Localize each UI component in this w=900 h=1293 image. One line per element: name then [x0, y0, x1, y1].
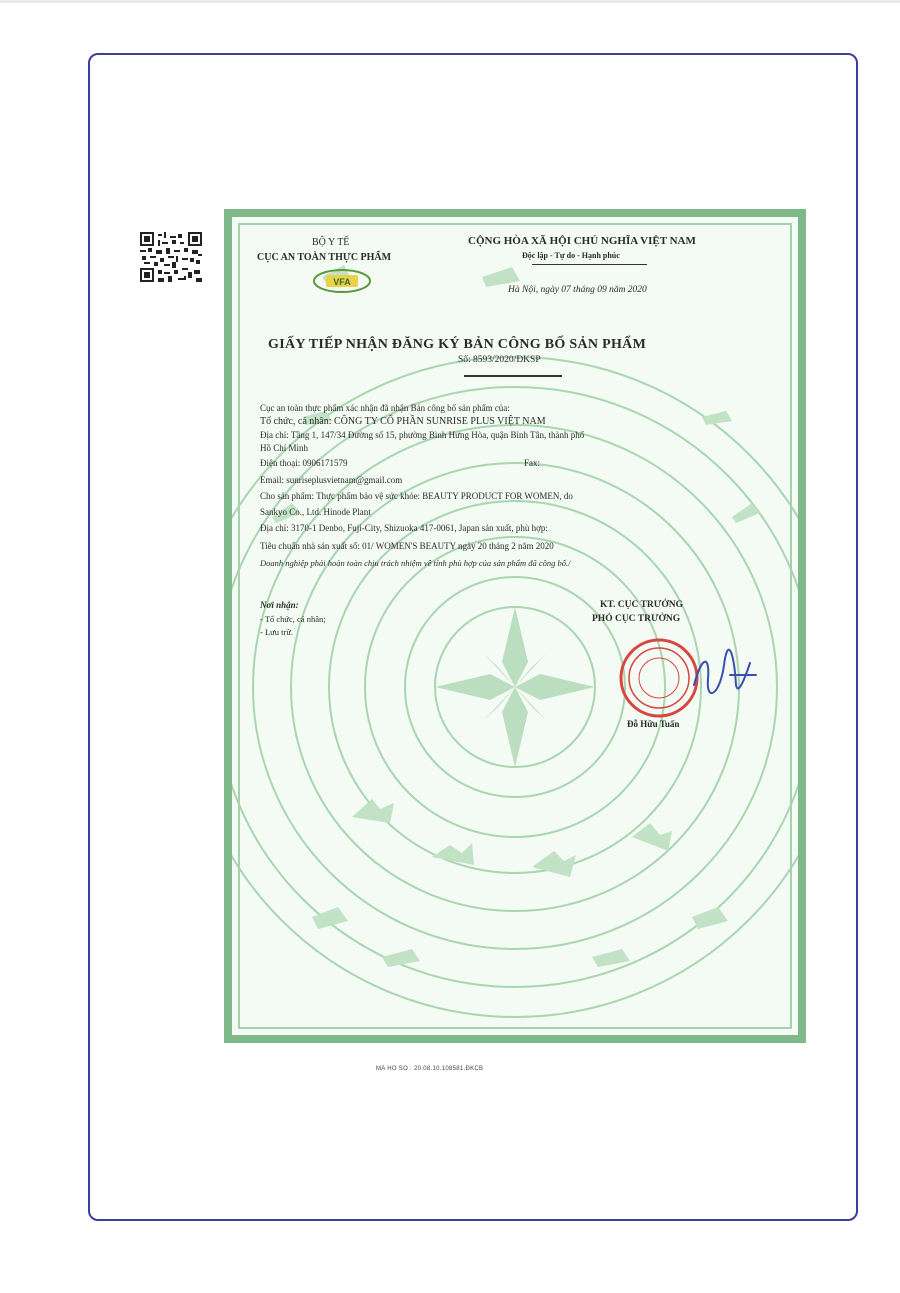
- body-line: Cục an toàn thực phẩm xác nhận đã nhận Bản công bố sản phẩm của:: [260, 403, 510, 413]
- recipient-item: - Lưu trữ.: [260, 627, 294, 637]
- body-line: Sankyo Co., Ltd. Hinode Plant: [260, 507, 371, 517]
- qr-code-icon: [140, 232, 202, 282]
- document-number: Số: 8593/2020/ĐKSP: [458, 355, 541, 365]
- place-date: Hà Nội, ngày 07 tháng 09 năm 2020: [508, 285, 647, 295]
- recipient-item: - Tổ chức, cá nhân;: [260, 614, 326, 624]
- body-line: Email: sunriseplusvietnam@gmail.com: [260, 475, 403, 485]
- certificate: [224, 209, 806, 1043]
- body-line: Tiêu chuẩn nhà sản xuất số: 01/ WOMEN'S BEAUTY ngày 20 tháng 2 năm 2020: [260, 541, 554, 551]
- national-motto: Độc lập - Tự do - Hạnh phúc: [522, 251, 620, 260]
- body-line: Điện thoại: 0906171579: [260, 458, 348, 468]
- body-line: Cho sản phẩm: Thực phẩm bảo vệ sức khỏe: BEAUTY PRODUCT FOR WOMEN, do: [260, 491, 573, 501]
- ministry-name: BỘ Y TẾ: [312, 237, 350, 248]
- fax-label: Fax:: [524, 458, 541, 468]
- signatory-role: PHÓ CỤC TRƯỞNG: [592, 614, 681, 624]
- body-line: Hồ Chí Minh: [260, 443, 309, 453]
- title-rule: [464, 375, 562, 377]
- body-line: Tổ chức, cá nhân: CÔNG TY CỔ PHẦN SUNRISE PLUS VIỆT NAM: [260, 416, 546, 427]
- signature-icon: [690, 645, 760, 703]
- document-title: GIẤY TIẾP NHẬN ĐĂNG KÝ BẢN CÔNG BỐ SẢN PHẨM: [268, 337, 647, 352]
- vfa-logo-icon: [312, 269, 372, 293]
- record-code: MA HO SO : 20.08.10.108581.ĐKCB: [376, 1066, 484, 1072]
- body-line: Địa chỉ: Tầng 1, 147/34 Đường số 15, phường Bình Hưng Hòa, quận Bình Tân, thành phố: [260, 430, 585, 440]
- country-name: CỘNG HÒA XÃ HỘI CHỦ NGHĨA VIỆT NAM: [468, 235, 696, 247]
- recipients-heading: Nơi nhận:: [260, 600, 299, 610]
- signatory-name: Đỗ Hữu Tuấn: [627, 719, 680, 729]
- department-name: CỤC AN TOÀN THỰC PHẨM: [257, 252, 392, 263]
- body-line: Doanh nghiệp phải hoàn toàn chịu trách nhiệm về tính phù hợp của sản phẩm đã công bố./: [260, 558, 571, 568]
- motto-underline: [532, 264, 647, 265]
- body-line: Địa chỉ: 3170-1 Denbo, Fuji-City, Shizuoka 417-0061, Japan sản xuất, phù hợp:: [260, 523, 548, 533]
- logo-text: VFA: [333, 277, 351, 287]
- signatory-role: KT. CỤC TRƯỞNG: [600, 600, 683, 610]
- top-divider: [0, 0, 900, 3]
